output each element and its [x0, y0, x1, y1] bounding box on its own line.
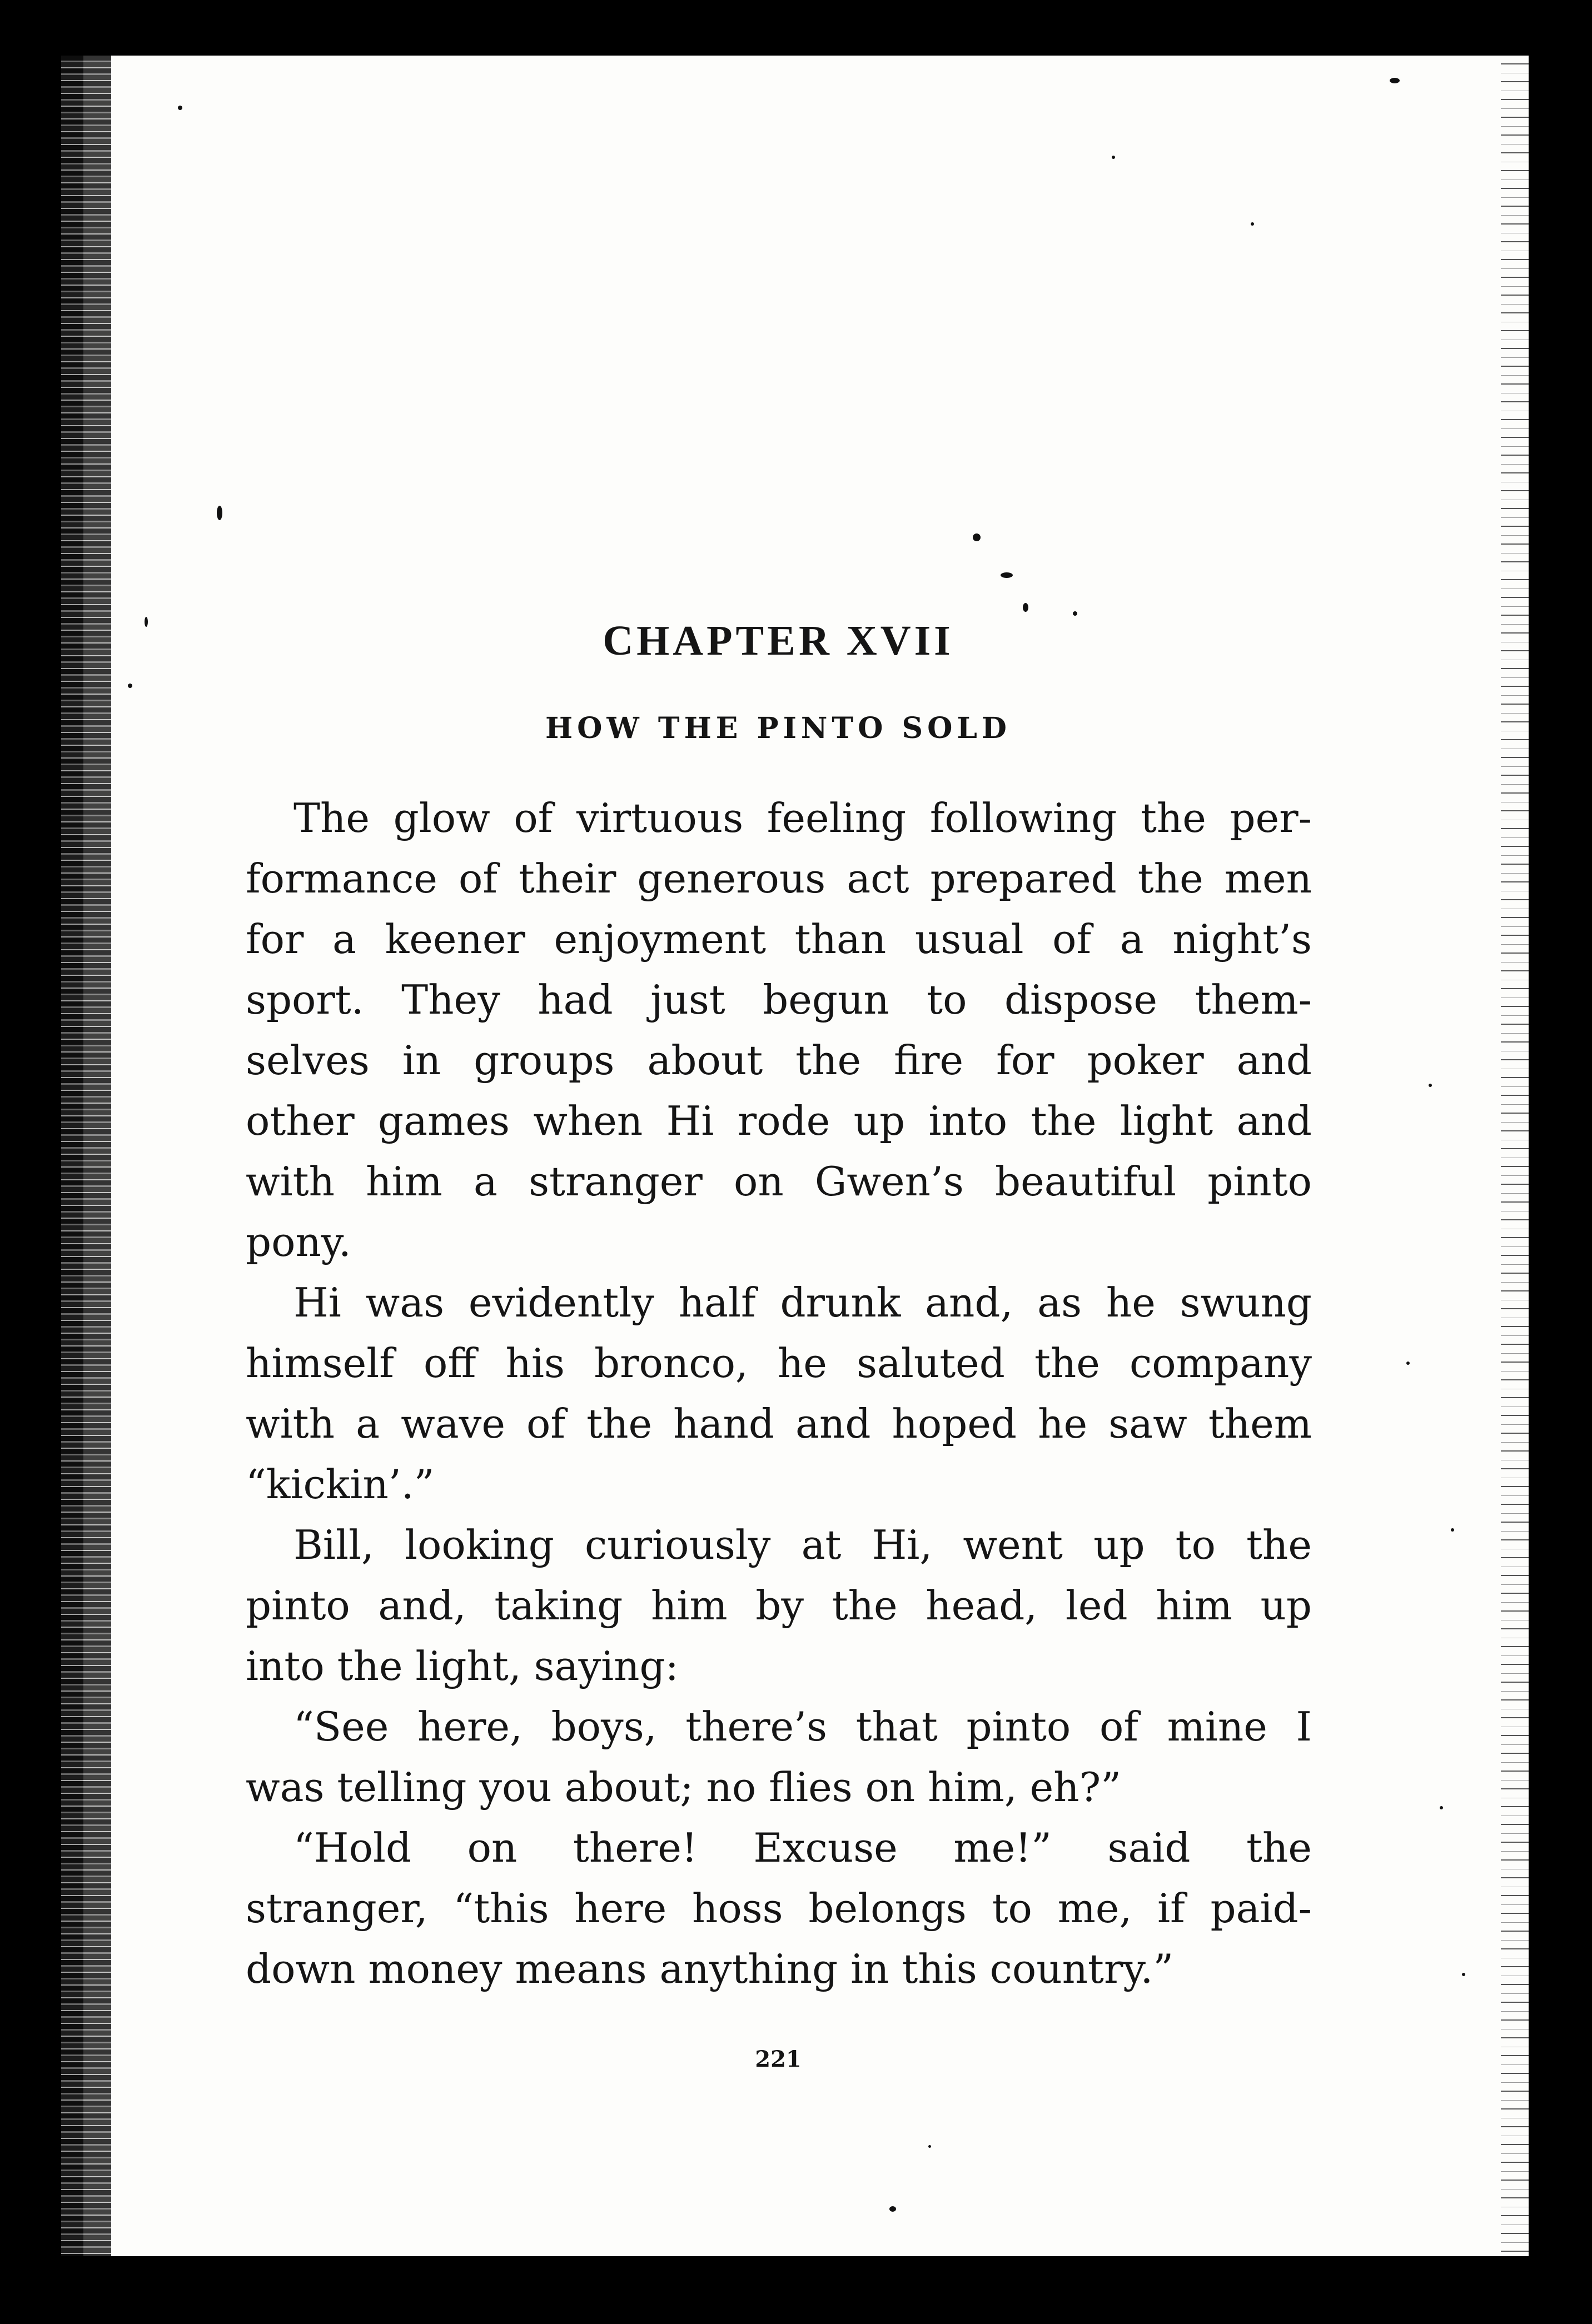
text-line: stranger, “this here hoss belongs to me, if paid-: [246, 1885, 1312, 1932]
text-line: himself off his bronco, he saluted the company: [246, 1340, 1312, 1387]
text-line: down money means anything in this country.”: [246, 1946, 1174, 1992]
scan-speck: [1112, 156, 1115, 159]
chapter-title: CHAPTER XVII: [603, 617, 954, 664]
text-line: “Hold on there! Excuse me!” said the: [293, 1824, 1312, 1871]
page-number: 221: [755, 2046, 802, 2072]
text-line: sport. They had just begun to dispose them-: [246, 976, 1312, 1023]
text-line: with him a stranger on Gwen’s beautiful pinto: [246, 1158, 1312, 1205]
text-line: pinto and, taking him by the head, led him up: [246, 1582, 1312, 1629]
text-line: other games when Hi rode up into the light and: [246, 1098, 1312, 1144]
scan-speck: [1073, 611, 1077, 616]
scan-speck: [1440, 1806, 1443, 1809]
text-line: for a keener enjoyment than usual of a night’s: [246, 916, 1312, 962]
page-edge: [1501, 56, 1529, 2256]
scan-speck: [1001, 572, 1013, 578]
scan-speck: [1023, 603, 1028, 612]
text-line: selves in groups about the fire for poker and: [246, 1037, 1312, 1084]
scan-speck: [128, 684, 132, 688]
scan-speck: [1451, 1528, 1454, 1532]
scan-speck: [1390, 78, 1400, 83]
scan-speck: [217, 506, 222, 520]
scan-speck: [1251, 222, 1254, 226]
body-text: [246, 788, 1312, 1999]
text-line: The glow of virtuous feeling following the per-: [293, 795, 1312, 841]
paragraph: [246, 1273, 1312, 1515]
text-line: Bill, looking curiously at Hi, went up to the: [293, 1522, 1312, 1568]
text-line: formance of their generous act prepared the men: [246, 855, 1312, 902]
text-line: with a wave of the hand and hoped he saw them: [246, 1400, 1312, 1447]
scan-speck: [1406, 1362, 1410, 1365]
text-line: was telling you about; no flies on him, eh?”: [246, 1764, 1121, 1811]
text-line: “kickin’.”: [246, 1461, 435, 1508]
text-line: pony.: [246, 1219, 351, 1265]
binding-edge: [61, 56, 111, 2256]
chapter-subtitle: HOW THE PINTO SOLD: [545, 711, 1012, 745]
text-line: Hi was evidently half drunk and, as he swung: [293, 1279, 1312, 1326]
scan-speck: [928, 2145, 931, 2148]
text-line: into the light, saying:: [246, 1643, 679, 1689]
paragraph: [246, 1515, 1312, 1697]
paragraph: [246, 1818, 1312, 1999]
scan-speck: [1462, 1973, 1465, 1976]
scan-speck: [145, 617, 148, 627]
paragraph: [246, 1697, 1312, 1818]
scan-speck: [178, 106, 182, 110]
scan-speck: [973, 533, 981, 541]
paragraph: [246, 788, 1312, 1273]
scan-speck: [889, 2206, 896, 2212]
book-page: [83, 56, 1523, 2256]
scan-speck: [1429, 1084, 1432, 1087]
text-line: “See here, boys, there’s that pinto of mine I: [293, 1703, 1312, 1750]
